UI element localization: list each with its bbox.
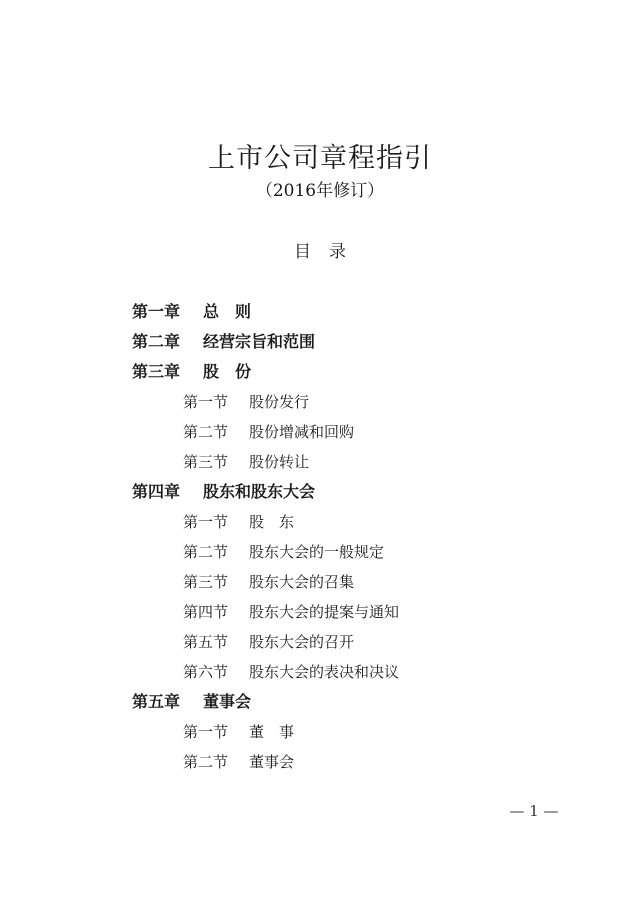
- toc-chapter-number: 第二章: [132, 332, 181, 351]
- toc-section-title: 股份增减和回购: [249, 423, 355, 441]
- toc-chapter-number: 第五章: [132, 692, 181, 711]
- toc-section-title: 股份发行: [249, 393, 310, 411]
- toc-section-3-2[interactable]: [0, 420, 640, 450]
- toc-section-title: 董 事: [249, 723, 295, 741]
- toc-section-title: 股东大会的召集: [249, 573, 355, 591]
- toc-section-5-2[interactable]: [0, 750, 640, 780]
- toc-section-3-3[interactable]: [0, 450, 640, 480]
- toc-section-title: 股东大会的表决和决议: [249, 663, 400, 681]
- toc-section-number: 第一节: [183, 513, 229, 531]
- toc-chapter-3[interactable]: [0, 360, 640, 390]
- toc-section-number: 第三节: [183, 453, 229, 471]
- toc-section-number: 第一节: [183, 393, 229, 411]
- toc-chapter-title: 经营宗旨和范围: [203, 332, 316, 351]
- toc-chapter-number: 第一章: [132, 302, 181, 321]
- toc-section-4-6[interactable]: [0, 660, 640, 690]
- toc-chapter-1[interactable]: [0, 300, 640, 330]
- toc-chapter-title: 股东和股东大会: [203, 482, 316, 501]
- toc-section-5-1[interactable]: [0, 720, 640, 750]
- toc-heading: 目录: [294, 242, 364, 262]
- toc-chapter-4[interactable]: [0, 480, 640, 510]
- toc-section-title: 股东大会的一般规定: [249, 543, 385, 561]
- toc-chapter-2[interactable]: [0, 330, 640, 360]
- toc-chapter-number: 第四章: [132, 482, 181, 501]
- toc-section-4-5[interactable]: [0, 630, 640, 660]
- toc-section-number: 第五节: [183, 633, 229, 651]
- toc-chapter-title: 董事会: [203, 692, 252, 711]
- toc-section-number: 第二节: [183, 753, 229, 771]
- toc-section-title: 股东大会的召开: [249, 633, 355, 651]
- page-number: — 1 —: [509, 802, 559, 820]
- toc-section-number: 第二节: [183, 423, 229, 441]
- toc-section-4-3[interactable]: [0, 570, 640, 600]
- toc-chapter-title: 股 份: [203, 362, 252, 381]
- toc-section-number: 第三节: [183, 573, 229, 591]
- toc-section-title: 股 东: [249, 513, 295, 531]
- toc-chapter-number: 第三章: [132, 362, 181, 381]
- toc-section-4-2[interactable]: [0, 540, 640, 570]
- toc-section-title: 股东大会的提案与通知: [249, 603, 400, 621]
- toc-section-number: 第六节: [183, 663, 229, 681]
- document-title: 上市公司章程指引: [208, 143, 432, 174]
- toc-chapter-title: 总 则: [203, 302, 252, 321]
- toc-section-title: 董事会: [249, 753, 295, 771]
- toc-section-title: 股份转让: [249, 453, 310, 471]
- table-of-contents: [0, 300, 640, 780]
- toc-section-number: 第二节: [183, 543, 229, 561]
- toc-section-4-4[interactable]: [0, 600, 640, 630]
- toc-section-number: 第四节: [183, 603, 229, 621]
- document-subtitle: （2016年修订）: [255, 181, 385, 201]
- toc-section-4-1[interactable]: [0, 510, 640, 540]
- toc-chapter-5[interactable]: [0, 690, 640, 720]
- toc-section-3-1[interactable]: [0, 390, 640, 420]
- toc-section-number: 第一节: [183, 723, 229, 741]
